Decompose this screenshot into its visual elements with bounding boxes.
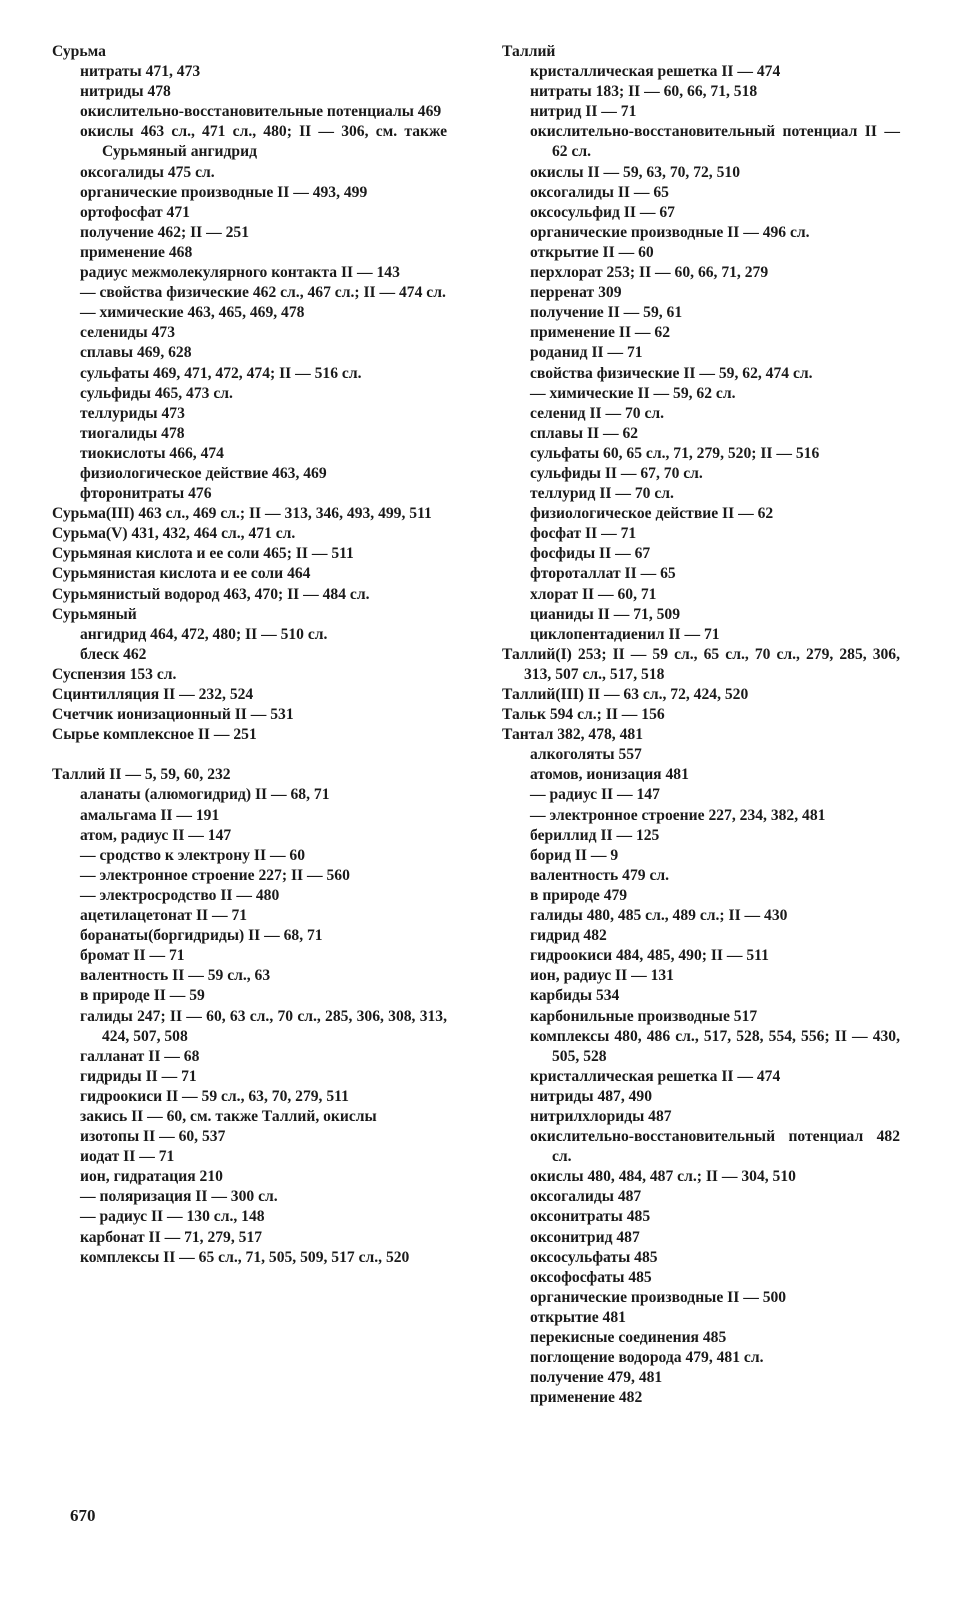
index-subentry: валентность 479 сл. xyxy=(530,866,670,884)
index-subentry: иодат II — 71 xyxy=(80,1148,175,1166)
index-subentry: органические производные II — 496 сл. xyxy=(530,223,810,241)
index-subentry: борид II — 9 xyxy=(530,846,619,864)
index-subentry: свойства физические II — 59, 62, 474 сл. xyxy=(530,364,813,382)
index-subentry: нитриды 478 xyxy=(80,83,171,101)
index-subentry: карбиды 534 xyxy=(530,987,620,1005)
index-subentry: атомов, ионизация 481 xyxy=(530,766,689,784)
index-subentry: теллуриды 473 xyxy=(80,404,185,422)
index-column-left xyxy=(52,42,447,1268)
index-subentry: кристаллическая решетка II — 474 xyxy=(530,1067,781,1085)
index-subentry: ион, радиус II — 131 xyxy=(530,967,674,985)
index-heading: Тантал 382, 478, 481 xyxy=(502,726,643,744)
index-subentry: гидроокиси 484, 485, 490; II — 511 xyxy=(530,947,769,965)
index-subentry: — свойства физические 462 сл., 467 сл.; II — 474 сл. xyxy=(80,284,446,302)
index-subentry: нитрид II — 71 xyxy=(530,103,637,121)
page-number: 670 xyxy=(70,1506,96,1525)
index-subentry: цианиды II — 71, 509 xyxy=(530,605,681,623)
index-subentry: боранаты(боргидриды) II — 68, 71 xyxy=(80,927,323,945)
index-subentry: окислительно-восстановительный потенциал 482 сл. xyxy=(530,1128,900,1166)
index-subentry: циклопентадиенил II — 71 xyxy=(530,625,720,643)
index-subentry: селениды 473 xyxy=(80,324,176,342)
index-subentry: — сродство к электрону II — 60 xyxy=(80,846,306,864)
index-heading: Сурьма xyxy=(52,43,106,60)
index-column-right xyxy=(502,42,900,1408)
index-subentry: оксогалиды 487 xyxy=(530,1188,642,1206)
index-heading: Сурьмянистая кислота и ее соли 464 xyxy=(52,565,311,583)
index-subentry: комплексы 480, 486 сл., 517, 528, 554, 556; II — 430, 505, 528 xyxy=(530,1027,900,1065)
index-subentry: оксосульфид II — 67 xyxy=(530,203,675,221)
index-heading: Сурьмянистый водород 463, 470; II — 484 сл. xyxy=(52,585,370,603)
index-subentry: оксофосфаты 485 xyxy=(530,1268,652,1286)
index-heading: Таллий xyxy=(502,43,556,60)
index-subentry: перекисные соединения 485 xyxy=(530,1329,727,1346)
index-subentry: нитраты 471, 473 xyxy=(80,63,201,81)
index-subentry: поглощение водорода 479, 481 сл. xyxy=(530,1349,764,1367)
index-subentry: галиды 247; II — 60, 63 сл., 70 сл., 285, 306, 308, 313, 424, 507, 508 xyxy=(80,1007,447,1045)
index-subentry: карбонильные производные 517 xyxy=(530,1007,758,1025)
index-subentry: открытие II — 60 xyxy=(530,243,654,261)
index-subentry: — электронное строение 227; II — 560 xyxy=(80,866,350,884)
index-subentry: перренат 309 xyxy=(530,284,622,302)
index-subentry: ацетилацетонат II — 71 xyxy=(80,907,248,925)
index-subentry: теллурид II — 70 сл. xyxy=(530,485,674,503)
index-subentry: окислительно-восстановительные потенциалы 469 xyxy=(80,103,442,121)
index-subentry: применение 468 xyxy=(80,243,193,261)
index-subentry: получение II — 59, 61 xyxy=(530,304,683,322)
index-subentry: — электросродство II — 480 xyxy=(80,886,280,904)
index-subentry: применение 482 xyxy=(530,1389,643,1407)
index-subentry: оксонитраты 485 xyxy=(530,1208,651,1226)
index-subentry: комплексы II — 65 сл., 71, 505, 509, 517 сл., 520 xyxy=(80,1248,410,1266)
index-subentry: — поляризация II — 300 сл. xyxy=(80,1188,278,1206)
index-subentry: бромат II — 71 xyxy=(80,947,185,965)
index-subentry: сульфаты 60, 65 сл., 71, 279, 520; II — 516 xyxy=(530,444,820,462)
index-subentry: открытие 481 xyxy=(530,1308,626,1326)
index-subentry: гидроокиси II — 59 сл., 63, 70, 279, 511 xyxy=(80,1087,349,1105)
index-subentry: — химические II — 59, 62 сл. xyxy=(530,384,736,402)
index-heading: Таллий II — 5, 59, 60, 232 xyxy=(52,766,231,784)
index-subentry: атом, радиус II — 147 xyxy=(80,826,232,844)
index-subentry: тиокислоты 466, 474 xyxy=(80,444,224,462)
index-subentry: валентность II — 59 сл., 63 xyxy=(80,967,271,985)
index-subentry: оксогалиды II — 65 xyxy=(530,183,669,201)
index-heading: Сурьма(V) 431, 432, 464 сл., 471 сл. xyxy=(52,525,296,543)
index-heading: Тальк 594 сл.; II — 156 xyxy=(502,706,665,724)
index-subentry: роданид II — 71 xyxy=(530,344,643,362)
index-subentry: фосфиды II — 67 xyxy=(530,545,651,563)
index-heading: Сурьмяный xyxy=(52,605,137,623)
index-subentry: в природе 479 xyxy=(530,886,628,904)
index-subentry: физиологическое действие II — 62 xyxy=(530,505,774,523)
index-subentry: окислы 463 сл., 471 сл., 480; II — 306, см. также Сурьмяный ангидрид xyxy=(80,123,447,161)
index-spacer xyxy=(52,745,447,765)
index-subentry: получение 479, 481 xyxy=(530,1369,663,1387)
index-subentry: получение 462; II — 251 xyxy=(80,223,250,241)
index-subentry: — химические 463, 465, 469, 478 xyxy=(80,304,305,322)
index-subentry: фтороталлат II — 65 xyxy=(530,565,676,583)
index-subentry: фосфат II — 71 xyxy=(530,525,637,543)
index-subentry: физиологическое действие 463, 469 xyxy=(80,464,327,482)
index-subentry: хлорат II — 60, 71 xyxy=(530,585,657,603)
index-heading: Счетчик ионизационный II — 531 xyxy=(52,706,294,724)
index-subentry: гидриды II — 71 xyxy=(80,1067,197,1085)
index-subentry: сульфиды II — 67, 70 сл. xyxy=(530,464,703,482)
index-subentry: окислительно-восстановительный потенциал II — 62 сл. xyxy=(530,123,900,161)
index-heading: Сурьма(III) 463 сл., 469 сл.; II — 313, 346, 493, 499, 511 xyxy=(52,505,432,523)
index-subentry: сульфаты 469, 471, 472, 474; II — 516 сл. xyxy=(80,364,362,382)
index-subentry: алкоголяты 557 xyxy=(530,746,642,764)
index-subentry: перхлорат 253; II — 60, 66, 71, 279 xyxy=(530,264,769,282)
index-heading: Сурьмяная кислота и ее соли 465; II — 511 xyxy=(52,545,354,563)
index-heading: Таллий(III) II — 63 сл., 72, 424, 520 xyxy=(502,686,749,703)
index-subentry: оксосульфаты 485 xyxy=(530,1248,658,1266)
index-subentry: радиус межмолекулярного контакта II — 143 xyxy=(80,264,400,282)
index-subentry: амальгама II — 191 xyxy=(80,806,220,824)
index-heading: Сырье комплексное II — 251 xyxy=(52,726,257,744)
index-heading: Сцинтилляция II — 232, 524 xyxy=(52,686,254,703)
index-subentry: селенид II — 70 сл. xyxy=(530,404,665,422)
index-subentry: карбонат II — 71, 279, 517 xyxy=(80,1228,263,1246)
index-subentry: фторонитраты 476 xyxy=(80,485,212,503)
index-subentry: нитрилхлориды 487 xyxy=(530,1107,672,1125)
index-subentry: сплавы 469, 628 xyxy=(80,344,192,362)
index-subentry: кристаллическая решетка II — 474 xyxy=(530,63,781,81)
index-subentry: оксогалиды 475 сл. xyxy=(80,163,215,181)
index-subentry: применение II — 62 xyxy=(530,324,671,342)
index-subentry: ангидрид 464, 472, 480; II — 510 сл. xyxy=(80,625,328,643)
index-subentry: бериллид II — 125 xyxy=(530,826,660,844)
index-subentry: — электронное строение 227, 234, 382, 481 xyxy=(530,806,826,824)
index-subentry: аланаты (алюмогидрид) II — 68, 71 xyxy=(80,786,330,804)
index-subentry: тиогалиды 478 xyxy=(80,424,185,442)
index-subentry: органические производные II — 500 xyxy=(530,1288,787,1306)
index-subentry: окислы 480, 484, 487 сл.; II — 304, 510 xyxy=(530,1168,796,1186)
index-subentry: изотопы II — 60, 537 xyxy=(80,1128,226,1146)
index-subentry: сплавы II — 62 xyxy=(530,424,639,442)
index-subentry: блеск 462 xyxy=(80,645,147,663)
index-subentry: ортофосфат 471 xyxy=(80,203,190,221)
index-heading: Таллий(I) 253; II — 59 сл., 65 сл., 70 сл., 279, 285, 306, 313, 507 сл., 517, 518 xyxy=(502,645,900,683)
index-heading: Суспензия 153 сл. xyxy=(52,665,177,683)
index-subentry: — радиус II — 130 сл., 148 xyxy=(80,1208,265,1226)
index-subentry: галиды 480, 485 сл., 489 сл.; II — 430 xyxy=(530,907,788,925)
index-subentry: ион, гидратация 210 xyxy=(80,1168,223,1186)
index-subentry: галланат II — 68 xyxy=(80,1047,200,1065)
index-subentry: гидрид 482 xyxy=(530,927,607,945)
index-subentry: в природе II — 59 xyxy=(80,987,205,1005)
index-subentry: органические производные II — 493, 499 xyxy=(80,183,368,201)
index-subentry: сульфиды 465, 473 сл. xyxy=(80,384,233,402)
index-subentry: закись II — 60, см. также Таллий, окислы xyxy=(80,1107,377,1125)
index-subentry: нитраты 183; II — 60, 66, 71, 518 xyxy=(530,83,758,101)
index-subentry: окислы II — 59, 63, 70, 72, 510 xyxy=(530,163,740,181)
index-subentry: нитриды 487, 490 xyxy=(530,1087,653,1105)
index-subentry: оксонитрид 487 xyxy=(530,1228,640,1246)
index-subentry: — радиус II — 147 xyxy=(530,786,660,804)
